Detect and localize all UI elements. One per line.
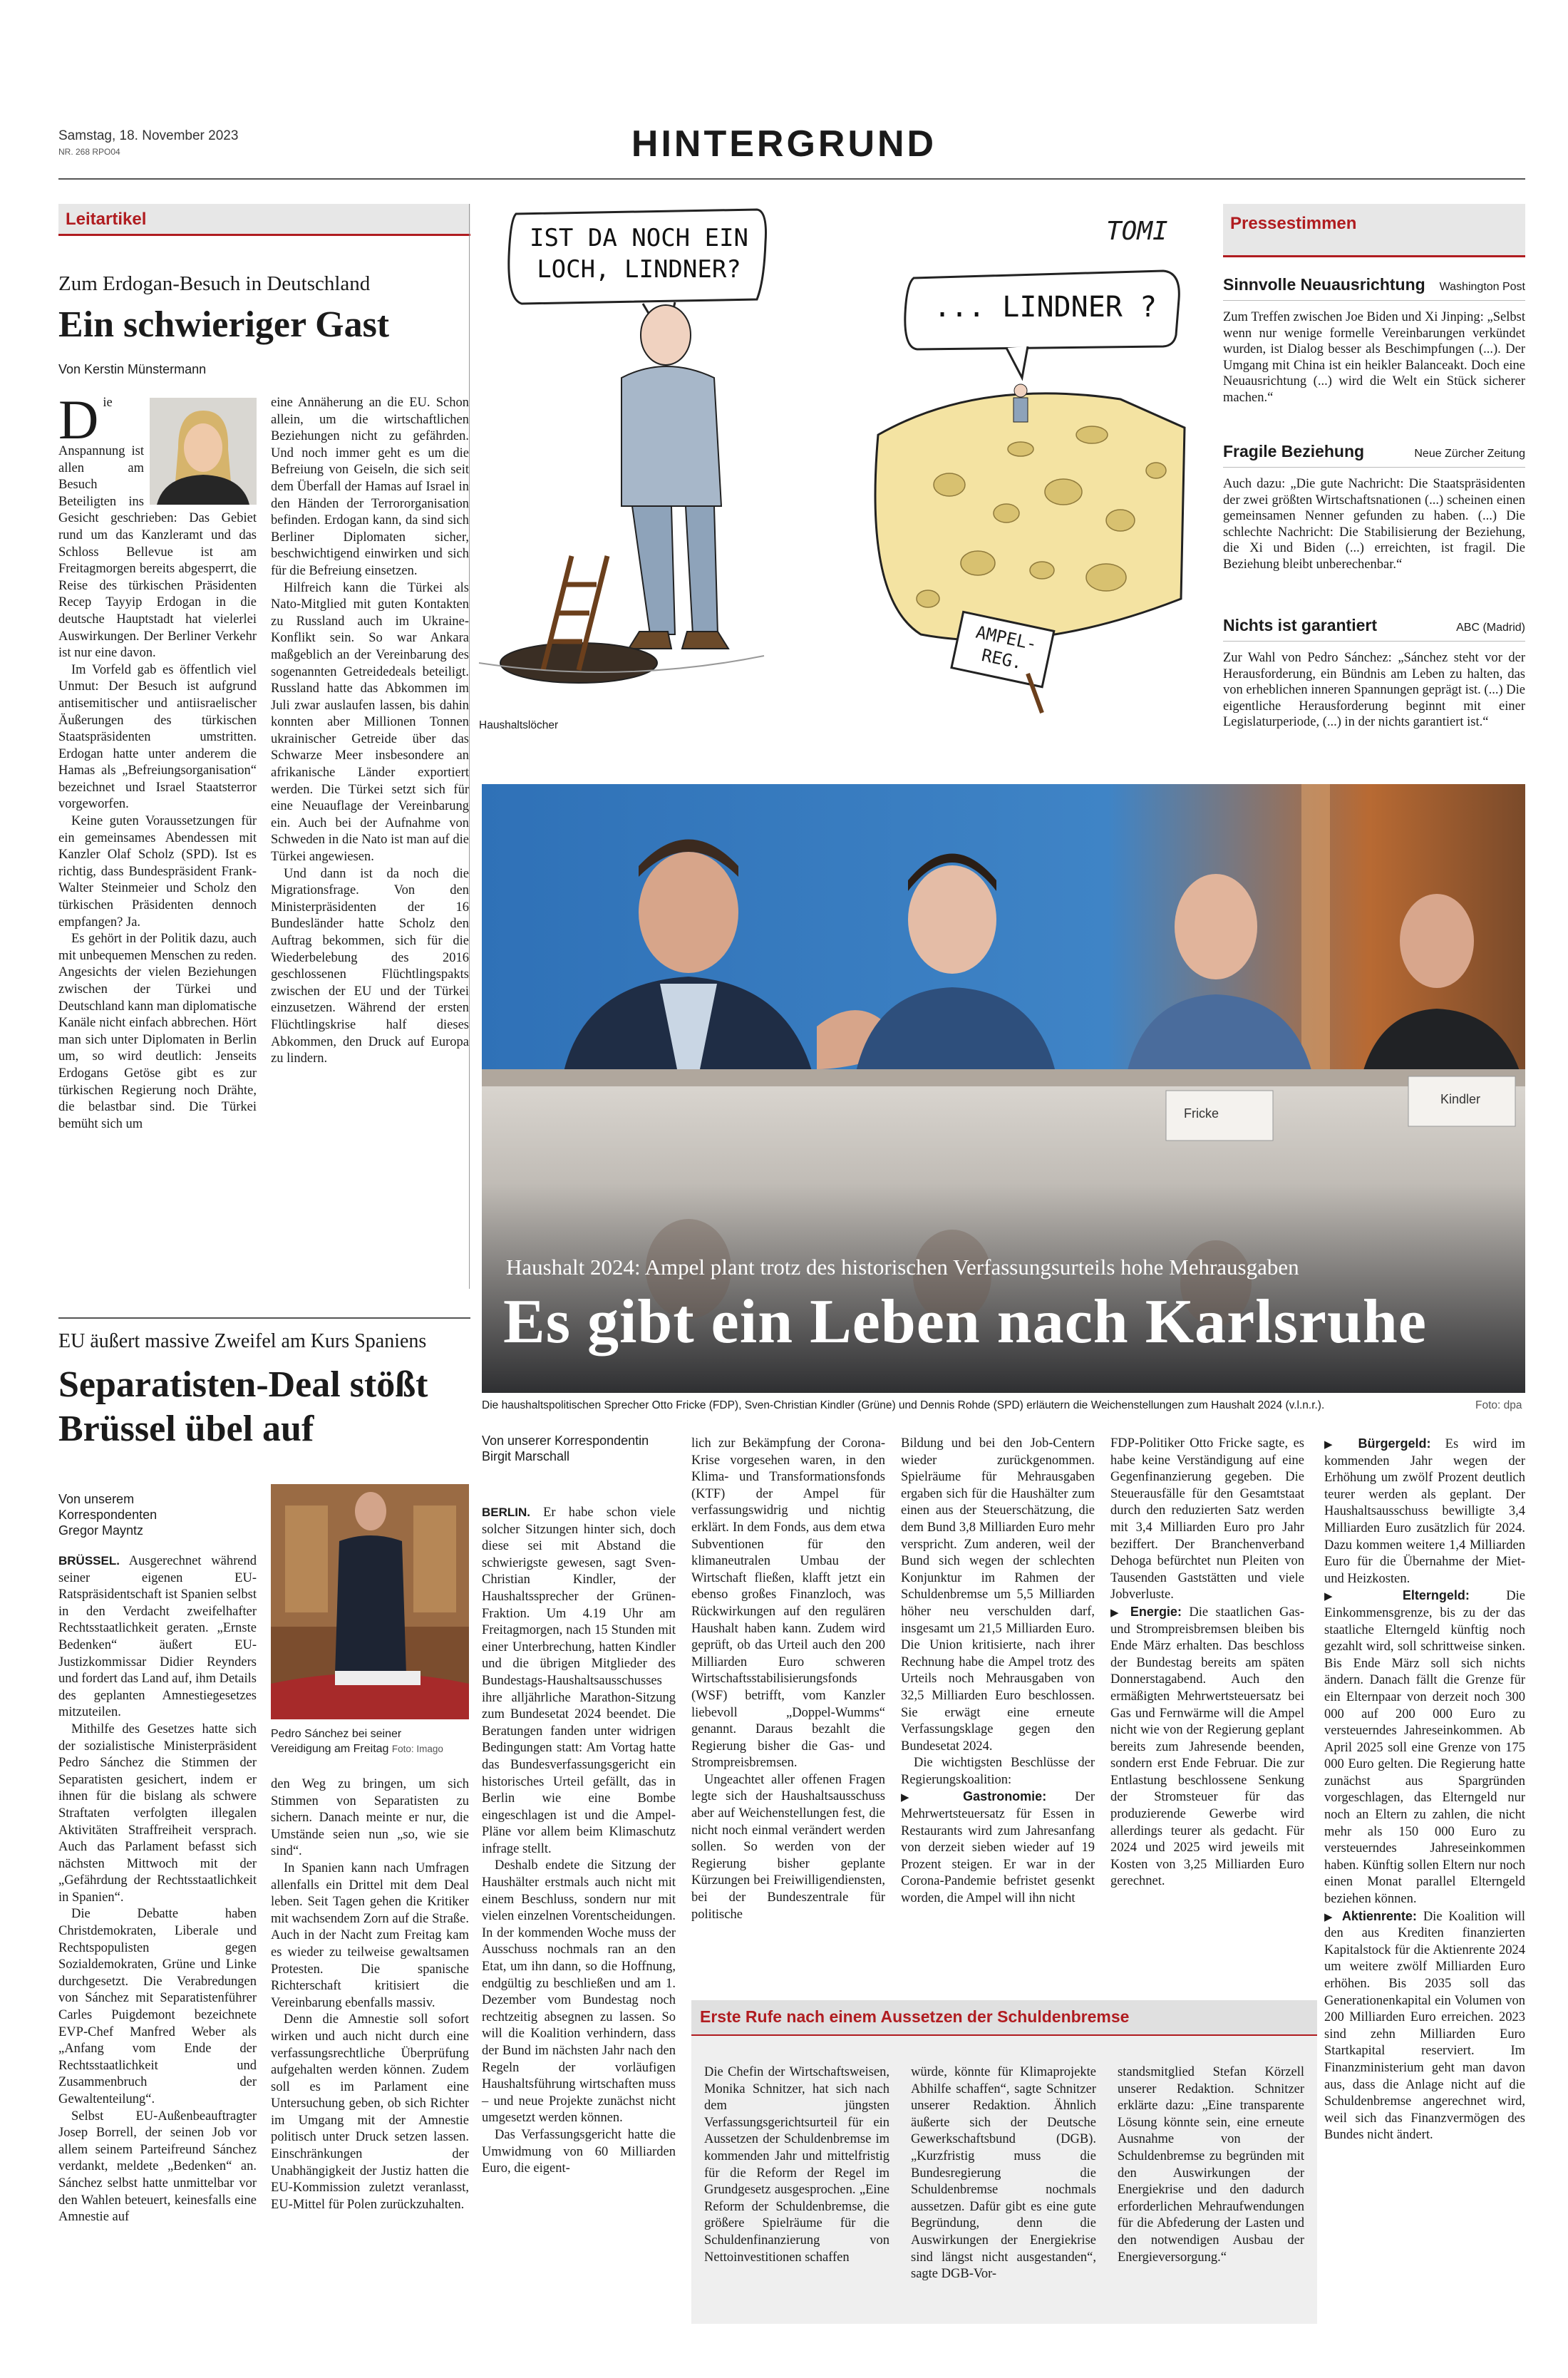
leitartikel-col2 — [271, 395, 469, 1279]
dateline: BERLIN. — [482, 1505, 530, 1519]
leitartikel-col1 — [58, 388, 257, 1279]
leitartikel-label: Leitartikel — [58, 204, 470, 234]
leitartikel-title: Ein schwieriger Gast — [58, 304, 390, 345]
paragraph: Die Chefin der Wirtschaftsweisen, Monika Schnitzer, hat sich nach dem jüngsten Verfassungsgerichtsurteil für ein Aussetzen der Schuldenbremse im kommenden Jahr und mittelfristig für die Reform der Regel im Grundgesetz ausgesprochen. „Eine Reform der Schuldenbremse, die größere Spielräume für die Schuldenfinanzierung von Nettoinvestitionen schaffen — [704, 2065, 889, 2265]
paragraph: Bildung und bei den Job-Centern wieder zurückgenommen. Spielräume für Mehrausgaben ergaben sich für die Haushälter zum einen aus der Steuerschätzung, die dem Bund 3,8 Milliarden Euro mehr verspricht. Zum anderen, weil der Bund sich wegen der schlechten Konjunktur im Rahmen der Schuldenbremse um 5,5 Milliarden höher neu verschulden darf, insgesamt um 21,5 Milliarden Euro. Die Union kritisierte, nach ihrer Rechnung habe die Ampel trotz des Urteils noch Mehrausgaben von 32,5 Milliarden Euro beschlossen. Sie erwägt eine erneute Verfassungsklage gegen den Bundesetat 2024. — [901, 1436, 1095, 1754]
press-source: Washington Post — [1439, 281, 1525, 293]
spain-col2 — [271, 1776, 469, 2310]
paragraph: Ausgerechnet während seiner eigenen EU-Ratspräsidentschaft ist Spanien selbst in den Verdacht zweifelhafter Rechtsstaatlichkeit geraten. „Ernste Bedenken“ äußert EU-Justizkommissar Didier Reynders und fordert das Land auf, ihm Details des geplanten Amnestiegesetzes mitzuteilen. — [58, 1554, 257, 1720]
paragraph: Ungeachtet aller offenen Fragen legte sich der Haushaltsausschuss aber auf Weichenstellungen fest, die nicht noch einmal verändert werden sollen. So werden von der Regierung bisher geplante Kürzungen bei Freiwilligendiensten, bei der Bundeszentrale für politische — [691, 1772, 885, 1922]
sidebox-title: Erste Rufe nach einem Aussetzen der Schuldenbremse — [691, 2000, 1317, 2036]
leitartikel — [58, 204, 470, 1289]
dropcap: D — [58, 388, 99, 451]
pressestimmen-accent — [1223, 255, 1525, 257]
press-headline: Nichts ist garantiert — [1223, 616, 1377, 634]
spain-author: Von unserem Korrespondenten Gregor Mayntz — [58, 1492, 158, 1538]
leitartikel-author: Von Kerstin Münstermann — [58, 362, 207, 376]
sidebox-col2 — [911, 2064, 1096, 2315]
paragraph: Deshalb endete die Sitzung der Haushälter erstmals auch nicht mit einem Beschluss, sondern nur mit vielen einzelnen Vorentscheidungen. In der kommenden Woche muss der Ausschuss nochmals ran an den Etat, um ihn dann, so die Hoffnung, endgültig zu beschließen und am 1. Dezember vom Bundestag noch rechtzeitig absegnen zu lassen. So will die Koalition verhindern, dass der Bund im nächsten Jahr nach den Regeln der vorläufigen Haushaltsführung wirtschaften muss – und neue Projekte zunächst nicht umgesetzt werden können. — [482, 1858, 676, 2126]
press-item — [1223, 616, 1525, 731]
paragraph: Die wichtigsten Beschlüsse der Regierungskoalition: — [901, 1756, 1095, 1787]
budget-author: Von unserer Korrespondentin Birgit Marschall — [482, 1434, 649, 1463]
dateline: BRÜSSEL. — [58, 1554, 120, 1568]
sanchez-photo — [271, 1484, 469, 1719]
paragraph: Hilfreich kann die Türkei als Nato-Mitglied mit guten Kontakten zu Russland auch im Ukraine-Konflikt sein. So war Ankara maßgeblich an der Vereinbarung des sogenannten Getreidedeals beteiligt. Russland hatte das Abkommen im Juli zwar auslaufen lassen, bis dahin konnten aber Millionen Tonnen ukrainischer Getreide über das Schwarze Meer insbesondere an afrikanische Länder exportiert werden. Die Türkei setzt sich für eine Neuauflage der Vereinbarung ein. Auch bei der Aufnahme von Schweden in die Nato ist man auf die Türkei angewiesen. — [271, 580, 469, 865]
press-text: Zur Wahl von Pedro Sánchez: „Sánchez steht vor der Herausforderung, ein Bündnis am Leben zu halten, das von erheblichen inneren Spannungen geprägt ist. (...) Die eigentliche Herausforderung beginnt mit einer Legislaturperiode, (...) in der nichts garantiert ist.“ — [1223, 651, 1525, 729]
cartoon-signature: TOMI — [1106, 217, 1168, 246]
sidebox-col3 — [1118, 2064, 1304, 2315]
cartoon-bubble-2: ... LINDNER ? — [933, 291, 1157, 324]
sanchez-caption-wrap — [271, 1726, 449, 1756]
bullet-lead: Gastronomie: — [963, 1789, 1047, 1804]
press-source: ABC (Madrid) — [1456, 622, 1525, 634]
photo-caption: Die haushaltspolitischen Sprecher Otto Fricke (FDP), Sven-Christian Kindler (Grüne) und Dennis Rohde (SPD) erläutern die Weichenstellungen zum Haushalt 2024 (v.l.n.r.). — [482, 1399, 1325, 1411]
leitartikel-accent — [58, 234, 470, 236]
paragraph: Die Debatte haben Christdemokraten, Liberale und Rechtspopulisten gegen Sozialdemokraten, Grüne und Linke durchgesetzt. Die Verabredungen von Sánchez mit Separatistenführer Carles Puigdemont bezeichnete EVP-Chef Manfred Weber als „Anfang vom Ende der Rechtsstaatlichkeit und Zusammenbruch der Gewaltenteilung“. — [58, 1907, 257, 2106]
sidebox — [691, 2000, 1317, 2324]
press-text: Zum Treffen zwischen Joe Biden und Xi Jinping: „Selbst wenn nur wenige formelle Vereinbarungen verkündet wurden, ist Dialog besser als Beschimpfungen (...). Der Umgang mit China ist ein heikler Balanceakt. Doch eine Neuausrichtung (...) wird die Welt ein Stück sicherer machen.“ — [1223, 310, 1525, 405]
header-rule — [58, 178, 1525, 180]
issue-edition: NR. 268 RPO04 — [58, 147, 120, 157]
paragraph: Keine guten Voraussetzungen für ein gemeinsames Abendessen mit Kanzler Olaf Scholz (SPD). Ist es richtig, dass Bundespräsident Frank-Walter Steinmeier und Scholz den türkischen Präsidenten dennoch empfangen? Ja. — [58, 814, 257, 930]
paragraph: Selbst EU-Außenbeauftragter Josep Borrell, der seinen Job vor allem seinem Parteifreund Sánchez verdankt, meldete „Bedenken“ an. Sánchez selbst hatte unmittelbar vor den Wahlen beteuert, keinesfalls eine Amnestie auf — [58, 2109, 257, 2225]
paragraph: FDP-Politiker Otto Fricke sagte, es habe keine Verständigung auf eine Gegenfinanzierung gegeben. Die Steuerausfälle für den Gesamtstaat durch den reduzierten Satz werden mit 3,4 Milliarden Euro pro Jahr beziffert. Der Branchenverband Dehoga befürchtet nun Pleiten von Tausenden Gaststätten und viele Jobverluste. — [1110, 1436, 1304, 1602]
author-portrait — [150, 398, 257, 505]
spain-col1 — [58, 1553, 257, 2310]
sanchez-caption: Pedro Sánchez bei seiner Vereidigung am Freitag — [271, 1728, 402, 1755]
budget-col2 — [691, 1436, 885, 1996]
sanchez-credit: Foto: Imago — [391, 1744, 443, 1754]
budget-col1 — [482, 1504, 676, 2324]
cartoon-caption: Haushaltslöcher — [479, 719, 559, 731]
column-divider — [469, 204, 470, 1289]
press-item — [1223, 442, 1525, 572]
bullet-lead: Energie: — [1130, 1604, 1182, 1619]
paragraph: lich zur Bekämpfung der Corona-Krise vorgesehen waren, in den Klima- und Transformationsfonds (KTF) der Ampel für verfassungswidrig und nichtig erklärt. In dem Fonds, aus dem etwa Subventionen für den klimaneutralen Umbau der Wirtschaft fließen, klafft jetzt ein ebenso großes Finanzloch, was Rückwirkungen auf den regulären Haushalt haben kann. Zudem wird geprüft, ob das Urteil auch den 200 Milliarden Euro schweren Wirtschaftsstabilisierungsfonds (WSF) betrifft, vom Kanzler liebevoll „Doppel-Wumms“ genannt. Daraus bezahlt die Regierung bisher die Gas- und Strompreisbremsen. — [691, 1436, 885, 1771]
paragraph: Und dann ist da noch die Migrationsfrage. Von den Ministerpräsidenten der 16 Bundesländer hatte Scholz den Auftrag bekommen, sich für die Wiederbelebung des 2016 geschlossenen Flüchtlingspakts zwischen der EU und der Türkei einzusetzen. Während der ersten Flüchtlingskrise half dieses Abkommen, den Druck auf Europa zu lindern. — [271, 866, 469, 1066]
spain-rule — [58, 1317, 470, 1319]
press-text: Auch dazu: „Die gute Nachricht: Die Staatspräsidenten der zwei größten Wirtschaftsnationen (...) scheinen einen gemeinsamen Nenner gefunden zu haben. (...) Die schlechte Nachricht: Die Stabilisierung der Beziehung, die Xi und Biden (...) erreichten, ist fragil. Die Beziehung bleibt unberechenbar.“ — [1223, 477, 1525, 572]
paragraph: Die Koalition will den aus Krediten finanzierten Kapitalstock für die Aktienrente 2024 um weitere zwölf Milliarden Euro erhöhen. Bis 2035 soll das Generationenkapital ein Volumen von 200 Milliarden Euro erreichen. 2023 sind zehn Milliarden Euro Startkapital reserviert. Im Finanzministerium geht man davon aus, dass die Anlage nicht auf die Schuldenbremse angerechnet wird, weil sich das Finanzvermögen des Bundes nicht ändert. — [1324, 1909, 1525, 2143]
paragraph: standsmitglied Stefan Körzell unserer Redaktion. Schnitzer erklärte dazu: „Eine transparente Lösung könnte sein, eine erneute Ausnahme von der Schuldenbremse zu begründen mit den Auswirkungen der Energiekrise und den dadurch erforderlichen Mehraufwendungen für die Abfederung der Lasten und den notwendigen Ausbau der Energieversorgung.“ — [1118, 2065, 1304, 2265]
paragraph: Die staatlichen Gas- und Strompreisbremsen bleiben bis Ende März erhalten. Das beschloss der Bundestag bereits am späten Donnerstagabend. Auch den ermäßigten Mehrwertsteuersatz bei Gas und Fernwärme will die Ampel nicht wie von der Regierung geplant bereits zum Jahresende beenden, sondern erst Ende Februar. Die zur Entlastung beschlossene Senkung der Stromsteuer für das produzierende Gewerbe wird allerdings teurer als gedacht. Für 2024 und 2025 wird jeweils mit Kosten von 3,25 Milliarden Euro gerechnet. — [1110, 1605, 1304, 1889]
paragraph: Die Einkommensgrenze, bis zu der das staatliche Elterngeld künftig noch gezahlt wird, soll schrittweise sinken. Bis Ende März soll sich nichts ändern. Danach fällt die Grenze für ein Elternpaar von derzeit noch 300 000 auf 200 000 Euro zu versteuerndes Jahreseinkommen. Ab April 2025 soll eine Grenze von 175 000 Euro gelten. Die Regierung hatte zunächst aus Spargründen vorgeschlagen, das Elterngeld nur noch an Eltern zu zahlen, die nicht mehr als 150 000 Euro zu versteuerndes Jahreseinkommen haben. Künftig sollen Eltern nur noch einen Monat parallel Elterngeld beziehen können. — [1324, 1589, 1525, 1907]
cartoon — [479, 200, 1192, 741]
bullet-lead: Elterngeld: — [1402, 1588, 1470, 1603]
bullet-lead: Bürgergeld: — [1358, 1436, 1431, 1451]
name-card-fricke: Fricke — [1184, 1106, 1219, 1121]
name-card-kindler: Kindler — [1440, 1092, 1481, 1106]
paragraph: ie Anspannung ist allen am Besuch Beteiligten ins Gesicht geschrieben: Das Gebiet rund um das Kanzleramt und das Schloss Bellevue ist am Freitagmorgen bereits abgesperrt, die Reise des türkischen Präsidenten Recep Tayyip Erdogan in die deutsche Hauptstadt hat vielerlei Auswirkungen. Der Berliner Verkehr ist nur eine davon. — [58, 396, 257, 661]
paragraph: würde, könnte für Klimaprojekte Abhilfe schaffen“, sagte Schnitzer unserer Redaktion. Ähnlich äußerte sich der Deutsche Gewerkschaftsbund (DGB). „Kurzfristig muss die Bundesregierung die Schuldenbremse nochmals aussetzen. Dafür gibt es eine gute Begründung, denn die Auswirkungen der Energiekrise sind längst nicht ausgestanden“, sagte DGB-Vor- — [911, 2065, 1096, 2282]
paragraph: Es gehört in der Politik dazu, auch mit unbequemen Menschen zu reden. Angesichts der vielen Beziehungen zwischen der Türkei und Deutschland kann man diplomatische Kanäle nicht einfach abbrechen. Hört man sich unter Diplomaten in Berlin um, so wird deutlich: Jenseits Erdogans Getöse gibt es zur türkischen Regierung noch Drähte, die belastbar sind. Die Türkei bemüht sich um — [58, 932, 257, 1131]
paragraph: In Spanien kann nach Umfragen allenfalls ein Drittel mit dem Deal leben. Seit Tagen gehen die Kritiker mit wachsendem Zorn auf die Straße. Auch in der Nacht zum Freitag kam es wieder zu teilweise gewaltsamen Protesten. Die spanische Richterschaft kritisiert die Vereinbarung ebenfalls massiv. — [271, 1860, 469, 2010]
press-source: Neue Zürcher Zeitung — [1414, 448, 1525, 460]
spain-title: Separatisten-Deal stößt Brüssel übel auf — [58, 1364, 428, 1449]
press-item — [1223, 275, 1525, 406]
bullet-lead: Aktienrente: — [1341, 1908, 1417, 1923]
main-photo — [482, 784, 1525, 1393]
spain-article — [58, 1326, 470, 2324]
budget-col4: FDP-Politiker Otto Fricke sagte, es habe keine Verständigung auf eine Gegenfinanzierung gegeben. Die Steuerausfälle für den Gesamtstaat durch den reduzierten Satz werden mit 3,4 Milliarden Euro pro Jahr beziffert. Der Branchenverband Dehoga befürchtet nun Pleiten von Tausenden Gaststätten und viele Jobverluste. ▶ Energie: Die staatlichen Gas- und Strompreisbremsen bleiben bis Ende März erhalten. Das beschloss der Bundestag bereits am späten Donnerstagabend. Auch den ermäßigten Mehrwertsteuersatz bei Gas und Fernwärme will die Ampel nicht wie von der Regierung geplant bereits zum Jahresende beenden, sondern erst Ende Februar. Die zur Entlastung beschlossene Senkung der Stromsteuer für das produzierende Gewerbe wird allerdings teurer als gedacht. Für 2024 und 2025 wird jeweils mit Kosten von 3,25 Milliarden Euro gerechnet. — [1110, 1436, 1304, 1889]
cartoon-bubble-1: IST DA NOCH EIN LOCH, LINDNER? — [529, 224, 749, 284]
paragraph: Denn die Amnestie soll sofort wirken und auch nicht durch eine verfassungsrechtliche Überprüfung aufgehalten werden können. Zudem soll es im Parlament eine Untersuchung geben, ob sich Richter im Umgang mit der Amnestie politisch unter Druck setzen lassen. Einschränkungen der Unabhängigkeit der Justiz hatten die EU-Kommission zuletzt veranlasst, EU-Mittel für Polen zurückzuhalten. — [271, 2012, 469, 2212]
paragraph: eine Annäherung an die EU. Schon allein, um die wirtschaftlichen Beziehungen nicht zu gefährden. Und noch immer geht es um die Befreiung von Geiseln, die sich seit dem Überfall der Hamas auf Israel in den Händen der Terrororganisation befinden. Erdogan kann, da sind sich Berliner Diplomaten sicher, beschwichtigend einwirken und sich für die Befreiung einsetzen. — [271, 396, 469, 578]
budget-col3: Bildung und bei den Job-Centern wieder zurückgenommen. Spielräume für Mehrausgaben ergaben sich für die Haushälter zum einen aus der Steuerschätzung, die dem Bund 3,8 Milliarden Euro mehr verspricht. Zum anderen, weil der Bund sich wegen der schlechten Konjunktur im Rahmen der Schuldenbremse um 5,5 Milliarden höher neu verschulden darf, insgesamt um 21,5 Milliarden Euro. Die Union kritisierte, nach ihrer Rechnung habe die Ampel trotz des Urteils noch Mehrausgaben von 32,5 Milliarden Euro beschlossen. Sie erwägt eine erneute Verfassungsklage gegen den Bundesetat 2024. Die wichtigsten Beschlüsse der Regierungskoalition: ▶ Gastronomie: Der Mehrwertsteuersatz für Essen in Restaurants wird zum Jahresanfang von derzeit sieben wieder auf 19 Prozent steigen. Er war in der Corona-Pandemie befristet gesenkt worden, die Ampel will ihn nicht — [901, 1436, 1095, 1906]
spain-kicker: EU äußert massive Zweifel am Kurs Spaniens — [58, 1330, 427, 1352]
press-headline: Sinnvolle Neuausrichtung — [1223, 275, 1425, 294]
budget-col5: ▶ Bürgergeld: Es wird im kommenden Jahr wegen der Erhöhung um zwölf Prozent deutlich teurer werden als geplant. Der Haushaltsausschuss bewilligte 3,4 Milliarden Euro zusätzlich für 2024. Dazu kommen weitere 1,4 Milliarden Euro für die Übernahme der Miet- und Heizkosten. ▶ Elterngeld: Die Einkommensgrenze, bis zu der das staatliche Elterngeld künftig noch gezahlt wird, soll schrittweise sinken. Bis Ende März soll sich nichts ändern. Danach fällt die Grenze für ein Elternpaar von derzeit noch 300 000 auf 200 000 Euro zu versteuerndes Jahreseinkommen. Ab April 2025 soll eine Grenze von 175 000 Euro gelten. Die Regierung hatte zunächst aus Spargründen vorgeschlagen, das Elterngeld nur noch an Eltern zu zahlen, die nicht mehr als 150 000 Euro zu versteuerndes Jahreseinkommen haben. Künftig sollen Eltern nur noch einen Monat parallel Elterngeld beziehen können. ▶ Aktienrente: Die Koalition will den aus Krediten finanzierten Kapitalstock für die Aktienrente 2024 um weitere zwölf Milliarden Euro erhöhen. Bis 2035 soll das Generationenkapital ein Volumen von 200 Milliarden Euro erreichen. 2023 sind zehn Milliarden Euro Startkapital reserviert. Im Finanzministerium geht man davon aus, dass die Anlage nicht auf die Schuldenbremse angerechnet wird, weil sich das Finanzvermögen des Bundes nicht ändert. — [1324, 1436, 1525, 2143]
leitartikel-kicker: Zum Erdogan-Besuch in Deutschland — [58, 272, 371, 295]
photo-credit: Foto: dpa — [1475, 1399, 1522, 1411]
paragraph: Der Mehrwertsteuersatz für Essen in Restaurants wird zum Jahresanfang von derzeit sieben wieder auf 19 Prozent steigen. Er war in der Corona-Pandemie befristet gesenkt worden, die Ampel will ihn nicht — [901, 1790, 1095, 1906]
press-headline: Fragile Beziehung — [1223, 442, 1365, 460]
paragraph: Er habe schon viele solcher Sitzungen hinter sich, doch diese sei mit Abstand die schwierigste gewesen, sagt Sven-Christian Kindler, der Haushaltssprecher der Grünen-Fraktion. Um 4.19 Uhr am Freitagmorgen, nach 15 Stunden mit einer Unterbrechung, hatten Kindler und die übrigen Mitglieder des Bundestags-Haushaltsausschusses ihre alljährliche Marathon-Sitzung zum Bundesetat 2024 beendet. Die Beratungen fanden unter widrigen Bedingungen statt: Am Vortag hatte das Bundesverfassungsgericht ein historisches Urteil gefällt, das in Berlin wie eine Bombe eingeschlagen ist und die Ampel-Pläne vor allem beim Klimaschutz infrage stellt. — [482, 1505, 676, 1856]
pressestimmen-label: Pressestimmen — [1223, 204, 1525, 255]
paragraph: Mithilfe des Gesetzes hatte sich der sozialistische Ministerpräsident Pedro Sánchez die Stimmen der Separatisten gesichert, indem er ihnen für die bislang als schwere Straftaten verfolgten illegalen Aktivitäten Straffreiheit versprach. Auch das Parlament befasst sich nächsten Mittwoch mit der „Gefährdung der Rechtsstaatlichkeit in Spanien“. — [58, 1721, 257, 1905]
cartoon-sign: AMPEL-REG. — [974, 622, 1039, 674]
paragraph: Das Verfassungsgericht hatte die Umwidmung von 60 Milliarden Euro, die eigent- — [482, 2127, 676, 2176]
sidebox-col1 — [704, 2064, 889, 2315]
paragraph: Im Vorfeld gab es öffentlich viel Unmut: Der Besuch ist aufgrund antisemitischer und antiisraelischer Äußerungen des türkischen Staatspräsidenten umstritten. Erdogan hatte unter anderem die Hamas als „Befreiungsorganisation“ bezeichnet und Israel Staatsterror vorgeworfen. — [58, 662, 257, 812]
paragraph: Es wird im kommenden Jahr wegen der Erhöhung um zwölf Prozent deutlich teurer werden als geplant. Der Haushaltsausschuss bewilligte 3,4 Milliarden Euro zusätzlich für 2024. Dazu kommen weitere 1,4 Milliarden Euro für die Übernahme der Miet- und Heizkosten. — [1324, 1437, 1525, 1586]
section-title: HINTERGRUND — [631, 123, 937, 165]
budget-kicker: Haushalt 2024: Ampel plant trotz des historischen Verfassungsurteils hohe Mehrausgaben — [506, 1255, 1299, 1280]
budget-title: Es gibt ein Leben nach Karlsruhe — [503, 1287, 1427, 1357]
paragraph: den Weg zu bringen, um sich Stimmen von Separatisten zu sichern. Danach meinte er nur, die Umstände seien nun „so, wie sie sind“. — [271, 1777, 469, 1859]
issue-date: Samstag, 18. November 2023 — [58, 128, 239, 143]
pressestimmen — [1223, 204, 1525, 753]
